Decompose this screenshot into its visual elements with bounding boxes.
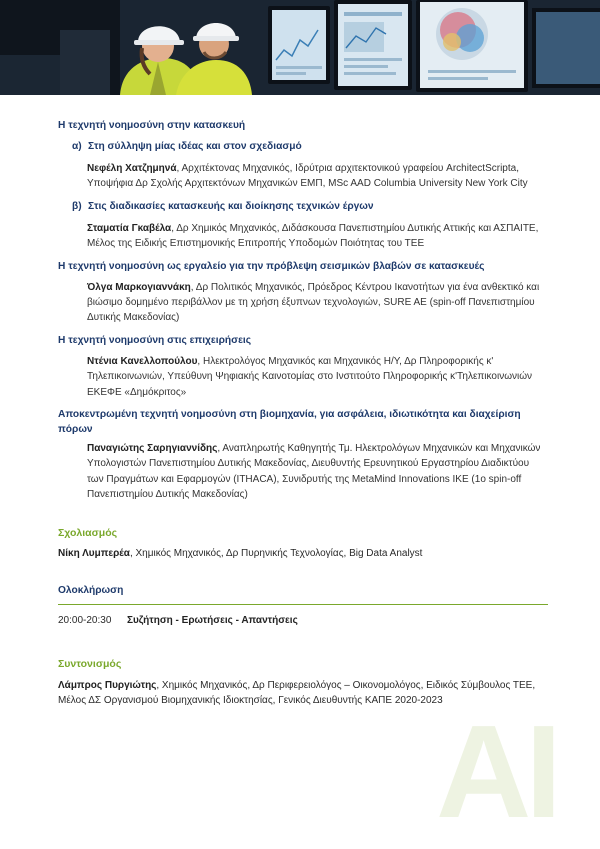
speaker-name: Σταματία Γκαβέλα — [87, 222, 172, 234]
subsection-letter: β) — [72, 200, 82, 212]
hero-illustration — [0, 0, 600, 95]
commentary-heading: Σχολιασμός — [58, 526, 118, 539]
agenda-content — [58, 118, 548, 709]
speaker-entry — [87, 441, 548, 503]
speaker-entry — [87, 280, 548, 326]
closing-row — [58, 613, 548, 628]
coordinator-description: , Χημικός Μηχανικός, Δρ Περιφερειολόγος – Οικονομολόγος, Ειδικός Σύμβουλος ΤΕΕ, Μέλος ΔΣ Οργανισμού Βιομηχανικής Ιδιοκτησίας, Γενικός Διευθυντής ΚΑΠΕ 2020-2023 — [58, 679, 536, 707]
speaker-description: , Δρ Χημικός Μηχανικός, Διδάσκουσα Πανεπιστημίου Δυτικής Αττικής και ΑΣΠΑΙΤΕ, Μέλος της Ειδικής Επιστημονικής Επιτροπής Υποδομών Ποιότητας του ΤΕΕ — [87, 222, 539, 250]
coordination-heading: Συντονισμός — [58, 657, 122, 670]
commentary-block — [58, 526, 548, 561]
closing-time: 20:00-20:30 — [58, 614, 112, 626]
commentator-entry — [58, 546, 548, 561]
speaker-description: , Δρ Πολιτικός Μηχανικός, Πρόεδρος Κέντρου Ικανοτήτων για ένα ανθεκτικό και βιώσιμο δομημένο περιβάλλον με τη χρήση έξυπνων τεχνολογιών, SURE AE (spin-off Πανεπιστημίου Δυτικής Μακεδονίας) — [87, 281, 540, 324]
section-title: Η τεχνητή νοημοσύνη ως εργαλείο για την πρόβλεψη σεισμικών βλαβών σε κατασκευές — [58, 260, 485, 272]
subsection-heading — [72, 139, 548, 154]
section-title: Η τεχνητή νοημοσύνη στην κατασκευή — [58, 120, 246, 131]
closing-title: Συζήτηση - Ερωτήσεις - Απαντήσεις — [126, 614, 298, 626]
commentator-name: Νίκη Λυμπερέα — [58, 547, 130, 559]
section-title: Αποκεντρωμένη τεχνητή νοημοσύνη στη βιομηχανία, για ασφάλεια, ιδιωτικότητα και διαχείριση πόρων — [58, 409, 521, 436]
agenda-section — [58, 407, 548, 503]
agenda-section — [58, 259, 548, 326]
subsection-heading — [72, 199, 548, 214]
speaker-entry — [87, 354, 548, 400]
hero-photo — [0, 0, 600, 95]
closing-block — [58, 583, 548, 628]
section-title: Η τεχνητή νοημοσύνη στις επιχειρήσεις — [58, 334, 252, 346]
closing-divider — [58, 604, 548, 605]
speaker-entry — [87, 221, 548, 252]
speaker-name: Νεφέλη Χατζημηνά — [87, 163, 177, 174]
agenda-section — [58, 118, 548, 252]
subsection-title: Στις διαδικασίες κατασκευής και διοίκησης τεχνικών έργων — [88, 200, 374, 212]
commentator-description: , Χημικός Μηχανικός, Δρ Πυρηνικής Τεχνολογίας, Big Data Analyst — [129, 547, 423, 559]
speaker-name: Παναγιώτης Σαρηγιαννίδης — [87, 443, 218, 455]
closing-heading: Ολοκλήρωση — [58, 584, 124, 596]
speaker-description: , Αρχιτέκτονας Μηχανικός, Ιδρύτρια αρχιτεκτονικού γραφείου ArchitectScripta, Υποψήφια Δρ Σχολής Αρχιτεκτόνων Μηχανικών ΕΜΠ, MSc AAD Columbia University New York City — [87, 163, 528, 190]
monitor-left — [268, 6, 330, 84]
speaker-entry — [87, 161, 548, 192]
subsection-letter: α) — [72, 141, 82, 152]
agenda-section — [58, 333, 548, 400]
monitor-right — [416, 0, 528, 92]
speaker-name: Ντένια Κανελλοπούλου — [87, 355, 198, 367]
monitor-middle — [334, 0, 412, 90]
subsection-title: Στη σύλληψη μίας ιδέας και στον σχεδιασμό — [88, 141, 302, 152]
ai-watermark: AI — [436, 698, 556, 845]
coordinator-name: Λάμπρος Πυργιώτης — [58, 679, 157, 691]
speaker-name: Όλγα Μαρκογιαννάκη — [87, 281, 191, 293]
monitor-far-right — [532, 8, 600, 88]
speaker-description: , Αναπληρωτής Καθηγητής Τμ. Ηλεκτρολόγων Μηχανικών και Μηχανικών Υπολογιστών Πανεπιστημίου Δυτικής Μακεδονίας, Διευθυντής Ερευνητικού Εργαστηρίου Διαδικτύου των Πραγμάτων και Εφαρμογών (ITHACA), Συνιδρυτής της MetaMind Innovations IKE (1o spin-off Πανεπιστημίου Δυτικής Μακεδονίας) — [87, 443, 541, 501]
speaker-description: , Ηλεκτρολόγος Μηχανικός και Μηχανικός Η/Υ, Δρ Πληροφορικής κ' Τηλεπικοινωνιών, Υπεύθυνη Ψηφιακής Καινοτομίας στο Ινστιτούτο Πληροφορικής κ'Τηλεπικοινωνιών ΕΚΕΦΕ «Δημόκριτος» — [87, 355, 533, 398]
